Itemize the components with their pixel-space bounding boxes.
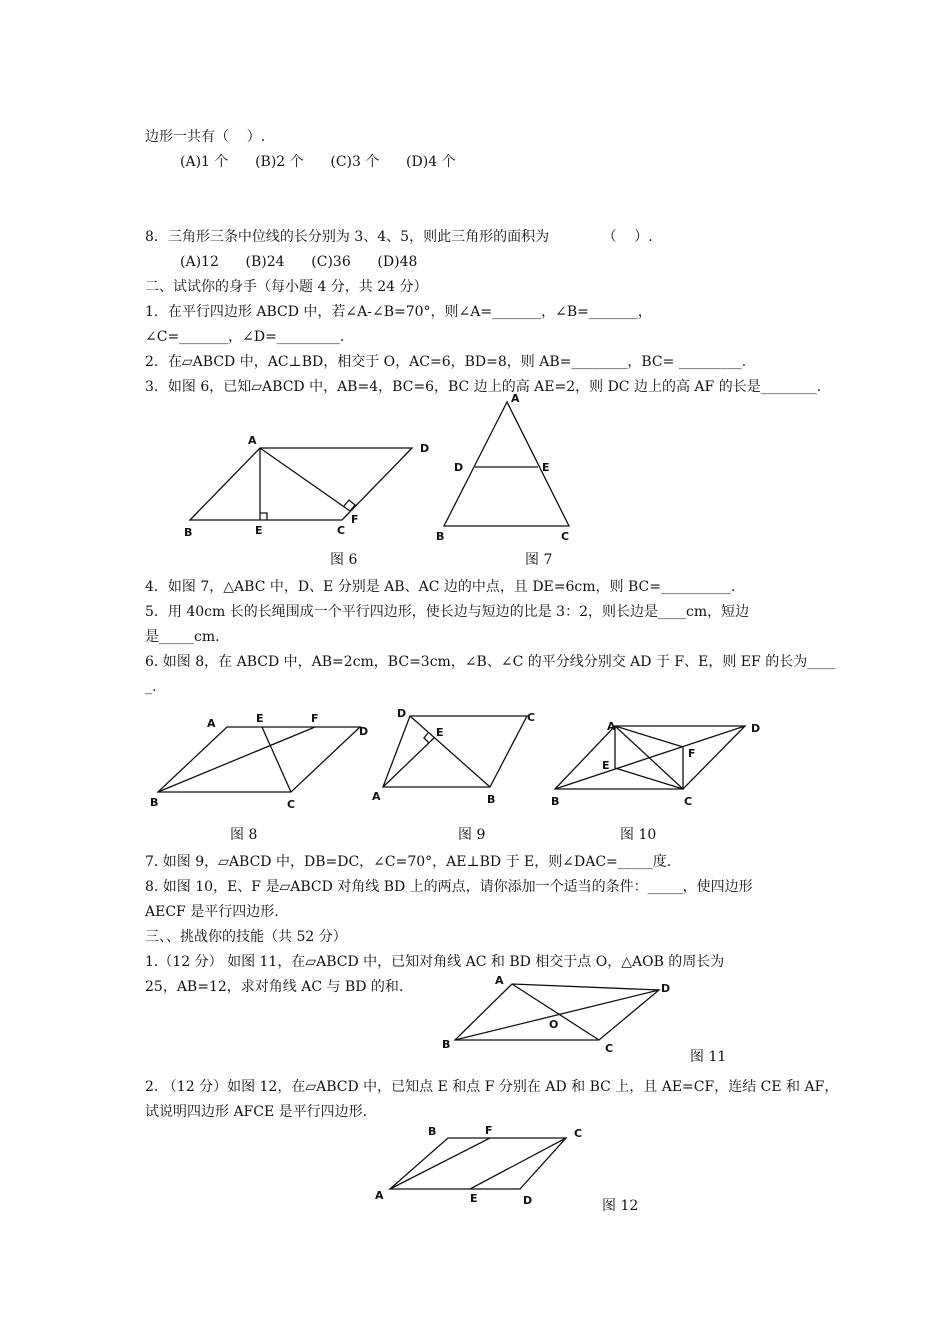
s2-question-8-line1: 8. 如图 10，E、F 是▱ABCD 对角线 BD 上的两点，请你添加一个适当的条件：_____，使四边形: [145, 879, 753, 895]
caption-figure-9: 图 9: [458, 827, 486, 843]
fig12-label-a: A: [375, 1189, 384, 1202]
fig6-label-c: C: [337, 524, 346, 537]
fig6-label-d: D: [420, 442, 430, 455]
s2-question-5-line2: 是_____cm.: [145, 629, 220, 645]
fig8-label-f: F: [311, 712, 319, 725]
fig10-label-f: F: [688, 747, 696, 760]
fig8-label-b: B: [150, 796, 159, 809]
fig11-parallelogram: [455, 984, 659, 1040]
fig12-label-f: F: [485, 1124, 493, 1137]
fig10-label-e: E: [602, 759, 610, 772]
fig6-right-angle-e: [260, 513, 267, 520]
s2-question-4: 4．如图 7，△ABC 中，D、E 分别是 AB、AC 边的中点，且 DE=6cm，则 BC=__________.: [145, 579, 736, 595]
fig10-label-d: D: [751, 722, 761, 735]
s3-question-1-line1: 1.（12 分） 如图 11，在▱ABCD 中，已知对角线 AC 和 BD 相交于点 O，△AOB 的周长为: [145, 954, 725, 970]
fig12-label-e: E: [470, 1192, 478, 1205]
fig12-label-c: C: [574, 1127, 583, 1140]
fig8-bisector-bf: [158, 727, 315, 792]
s3-question-1-line2: 25，AB=12，求对角线 AC 与 BD 的和.: [145, 979, 404, 995]
fig9-label-c: C: [527, 711, 536, 724]
fig6-label-b: B: [184, 526, 193, 539]
fig7-label-d: D: [454, 461, 464, 474]
s2-question-2: 2．在▱ABCD 中，AC⊥BD，相交于 O，AC=6，BD=8，则 AB=________，BC= _________.: [145, 354, 747, 370]
s3-question-2-line2: 试说明四边形 AFCE 是平行四边形.: [145, 1104, 368, 1120]
s3-question-2-line1: 2. （12 分）如图 12，在▱ABCD 中，已知点 E 和点 F 分别在 AD 和 BC 上，且 AE=CF，连结 CE 和 AF，: [145, 1079, 839, 1095]
fig9-label-b: B: [487, 793, 496, 806]
fig9-label-a: A: [372, 790, 381, 803]
s2-question-6-line2: _.: [145, 679, 157, 695]
figure-10: [545, 712, 770, 812]
s2-question-6-line1: 6. 如图 8，在 ABCD 中，AB=2cm，BC=3cm，∠B、∠C 的平分线分别交 AD 于 F、E，则 EF 的长为____: [145, 654, 836, 670]
figure-11: [435, 970, 680, 1060]
fig11-label-d: D: [661, 982, 671, 995]
fig7-label-e: E: [542, 461, 550, 474]
fig12-label-b: B: [428, 1125, 437, 1138]
fig11-diagonal-ac: [512, 984, 599, 1040]
question-7-tail: 边形一共有（ ）.: [145, 129, 266, 145]
fig6-label-f: F: [351, 513, 359, 526]
caption-figure-12: 图 12: [602, 1198, 639, 1214]
fig11-label-o: O: [549, 1018, 559, 1031]
fig6-label-a: A: [248, 434, 257, 447]
question-8: 8．三角形三条中位线的长分别为 3、4、5，则此三角形的面积为 （ ）.: [145, 229, 653, 245]
section-2-heading: 二、试试你的身手（每小题 4 分，共 24 分）: [145, 279, 428, 295]
caption-figure-8: 图 8: [230, 827, 258, 843]
fig10-label-c: C: [684, 795, 693, 808]
question-8-options: (A)12 (B)24 (C)36 (D)48: [180, 254, 418, 270]
fig8-bisector-ce: [262, 727, 291, 792]
fig12-label-d: D: [523, 1194, 533, 1207]
fig12-parallelogram: [390, 1138, 566, 1189]
fig10-label-a: A: [607, 720, 616, 733]
section-3-heading: 三、、挑战你的技能（共 52 分）: [145, 929, 347, 945]
s2-question-1-line2: ∠C=_______，∠D=_________.: [145, 329, 345, 345]
s2-question-7: 7. 如图 9，▱ABCD 中，DB=DC，∠C=70°，AE⊥BD 于 E，则∠DAC=_____度.: [145, 854, 672, 870]
figure-7: [430, 390, 580, 550]
figure-8: [145, 705, 380, 810]
fig9-perpendicular-ae: [383, 738, 434, 787]
figure-12: [370, 1122, 600, 1212]
fig6-parallelogram: [190, 448, 412, 520]
fig8-label-e: E: [256, 712, 264, 725]
fig7-label-c: C: [561, 530, 570, 543]
fig11-label-b: B: [442, 1038, 451, 1051]
fig12-segment-ec: [470, 1138, 566, 1189]
fig6-label-e: E: [255, 524, 263, 537]
fig10-diagonal-bd: [555, 726, 745, 789]
fig11-label-c: C: [605, 1042, 614, 1055]
s2-question-1-line1: 1．在平行四边形 ABCD 中，若∠A-∠B=70°，则∠A=_______，∠B=_______，: [145, 304, 652, 320]
fig8-label-c: C: [287, 798, 296, 811]
caption-figure-11: 图 11: [690, 1049, 727, 1065]
s2-question-5-line1: 5．用 40cm 长的长绳围成一个平行四边形，使长边与短边的比是 3：2，则长边是____cm，短边: [145, 604, 750, 620]
fig7-label-a: A: [511, 392, 520, 405]
fig7-label-b: B: [436, 530, 445, 543]
fig9-label-d: D: [397, 707, 407, 720]
s2-question-3: 3．如图 6，已知▱ABCD 中，AB=4，BC=6，BC 边上的高 AE=2，则 DC 边上的高 AF 的长是________.: [145, 379, 822, 395]
fig9-right-angle-e: [424, 733, 429, 743]
fig6-altitude-af: [260, 448, 350, 511]
fig9-parallelogram: [383, 716, 527, 787]
s2-question-8-line2: AECF 是平行四边形.: [145, 904, 279, 920]
question-7-options: (A)1 个 (B)2 个 (C)3 个 (D)4 个: [180, 154, 456, 170]
fig9-label-e: E: [436, 726, 444, 739]
fig8-label-a: A: [207, 717, 216, 730]
figure-9: [365, 700, 550, 815]
caption-figure-6: 图 6: [330, 552, 358, 568]
fig9-diagonal-db: [410, 716, 490, 787]
caption-figure-10: 图 10: [620, 827, 657, 843]
figure-6: [180, 430, 440, 545]
fig8-label-d: D: [359, 725, 369, 738]
fig11-label-a: A: [495, 974, 504, 987]
fig8-parallelogram: [158, 727, 360, 792]
caption-figure-7: 图 7: [525, 552, 553, 568]
fig6-right-angle-f: [344, 500, 355, 511]
fig10-label-b: B: [551, 795, 560, 808]
fig10-diagonal-ac: [615, 726, 683, 789]
